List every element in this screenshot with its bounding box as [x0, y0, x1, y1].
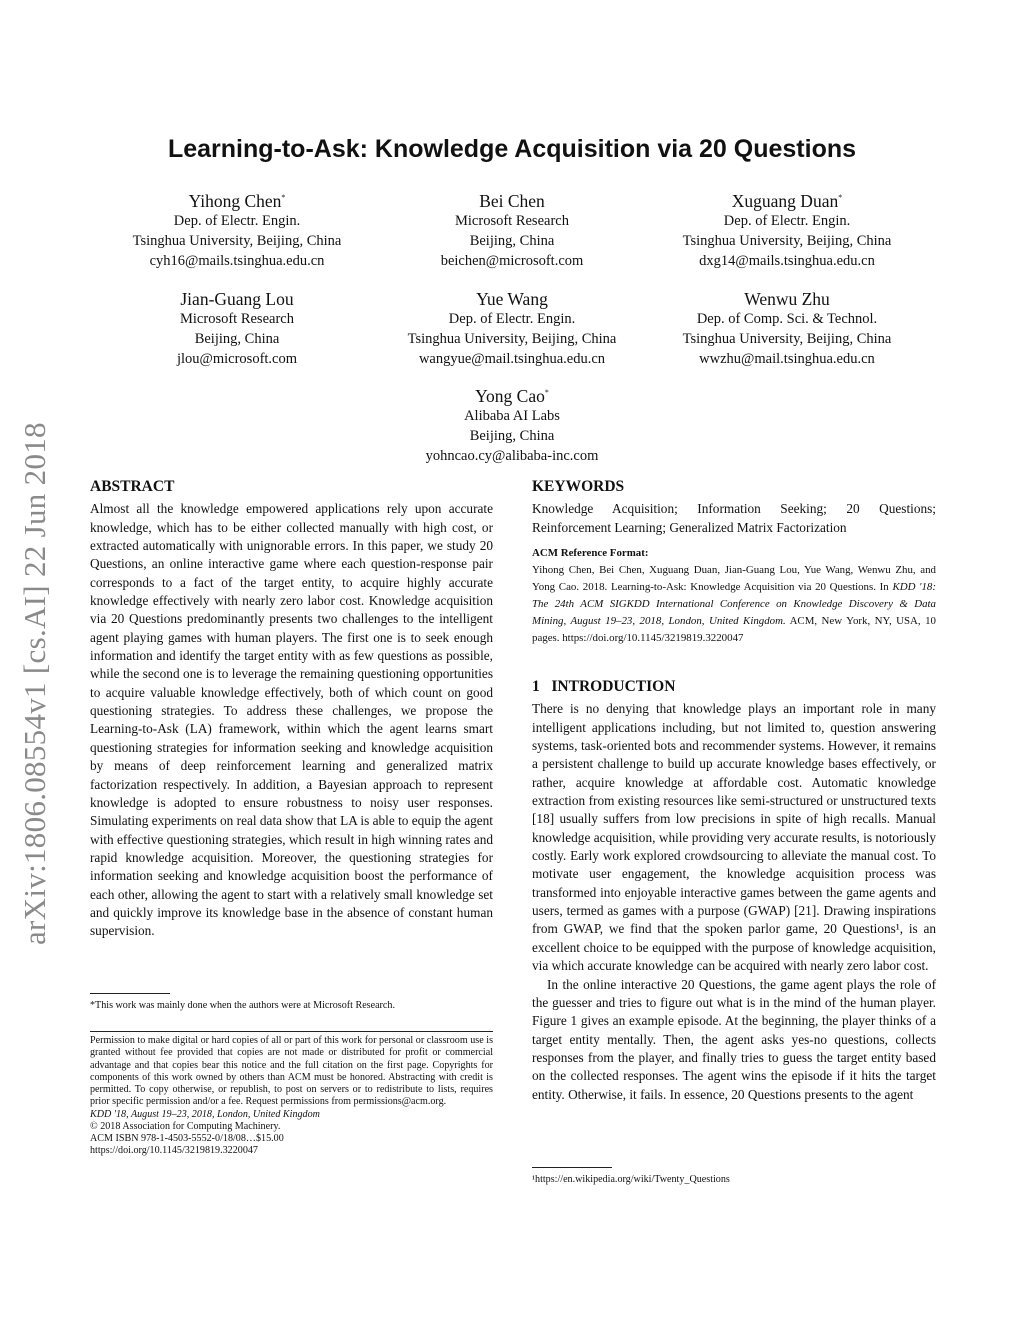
- author-mark: *: [838, 193, 843, 202]
- author-name: [87, 187, 387, 212]
- introduction-heading: 1 INTRODUCTION: [532, 678, 676, 695]
- venue: KDD '18, August 19–23, 2018, London, United Kingdom: [90, 1108, 320, 1120]
- author-block: [637, 285, 937, 370]
- author-affiliation-line: Alibaba AI Labs: [464, 407, 560, 424]
- abstract-text: Almost all the knowledge empowered applications rely upon accurate knowledge, which has to be either collected manually with high cost, or extracted automatically with unignorable errors. In this paper, we study 20 Questions, an online interactive game where each question-response pair corresponds to a fact of the target entity, to acquire highly accurate knowledge effectively with nearly zero labor cost. Knowledge acquisition via 20 Questions predominantly presents two challenges to the intelligent agent playing games with human players. The first one is to seek enough information and identify the target entity with as few questions as possible, while the second one is to leverage the remaining questioning opportunities to acquire valuable knowledge effectively, both of which count on good questioning strategies. To address these challenges, we propose the Learning-to-Ask (LA) framework, within which the agent learns smart questioning strategies for information seeking and knowledge acquisition by means of deep reinforcement learning and generalized matrix factorization respectively. In addition, a Bayesian approach to represent knowledge is adopted to ensure robustness to noisy user responses. Simulating experiments on real data show that LA is able to equip the agent with effective questioning strategies, which result in high winning rates and rapid knowledge acquisition. Moreover, the questioning strategies for information seeking and knowledge acquisition boost the performance of each other, allowing the agent to start with a relatively small knowledge set and quickly improve its knowledge base in the absence of constant human supervision.: [90, 501, 493, 939]
- arxiv-identifier: arXiv:1806.08554v1 [cs.AI] 22 Jun 2018: [17, 422, 52, 945]
- acm-reference-heading: ACM Reference Format:: [532, 547, 649, 559]
- author-affiliation-line: Beijing, China: [469, 233, 555, 250]
- author-affiliation-line: Dep. of Electr. Engin.: [723, 212, 851, 229]
- abstract-section: [90, 478, 493, 941]
- author-block: [87, 187, 387, 272]
- author-name-text: Xuguang Duan: [731, 190, 839, 211]
- doi-link[interactable]: https://doi.org/10.1145/3219819.3220047: [90, 1145, 258, 1157]
- author-affiliation-line[interactable]: wwzhu@mail.tsinghua.edu.cn: [699, 351, 875, 368]
- paper-title: Learning-to-Ask: Knowledge Acquisition via 20 Questions: [167, 135, 857, 163]
- author-affiliation-line[interactable]: yohncao.cy@alibaba-inc.com: [425, 448, 599, 465]
- author-mark: *: [544, 388, 549, 397]
- author-affiliation-line: Tsinghua University, Beijing, China: [682, 331, 892, 348]
- acm-reference: [532, 545, 936, 646]
- author-name-text: Bei Chen: [479, 190, 545, 211]
- footnote-star: *This work was mainly done when the authors were at Microsoft Research.: [90, 1000, 395, 1011]
- author-name: [87, 285, 387, 310]
- author-affiliation-line: Tsinghua University, Beijing, China: [132, 233, 342, 250]
- author-affiliation-line: Tsinghua University, Beijing, China: [407, 331, 617, 348]
- keywords-text: Knowledge Acquisition; Information Seeking; 20 Questions; Reinforcement Learning; Generalized Matrix Factorization: [532, 501, 936, 535]
- author-affiliation-line: Dep. of Electr. Engin.: [448, 310, 576, 327]
- isbn: ACM ISBN 978-1-4503-5552-0/18/08…$15.00: [90, 1133, 284, 1144]
- permission-block: [90, 1035, 493, 1158]
- author-affiliation-line: Beijing, China: [194, 331, 280, 348]
- author-block: [87, 285, 387, 370]
- introduction-paragraph-1: There is no denying that knowledge plays an important role in many intelligent applications including, but not limited to, question answering systems, task-oriented bots and recommender systems. However, it remains a persistent challenge to build up accurate knowledge bases effectively, or rather, acquire knowledge at affordable cost. Automatic knowledge extraction from existing resources like semi-structured or unstructured texts [18] usually suffers from low precisions in spite of high recalls. Manual knowledge acquisition, while providing very accurate results, is notoriously costly. Early work explored crowdsourcing to alleviate the manual cost. To motivate user engagement, the knowledge acquisition process was transformed into enjoyable interactive games between the game agents and users, termed as games with a purpose (GWAP) [21]. Drawing inspirations from GWAP, we find that the spoken parlor game, 20 Questions¹, is an excellent choice to be equipped with the purpose of knowledge acquisition, via which accurate knowledge can be acquired with nearly zero labor cost.: [532, 701, 936, 974]
- acm-reference-tail: ACM, New York, NY, USA, 10 pages. https://doi.org/10.1145/3219819.3220047: [532, 614, 936, 644]
- author-block: [362, 382, 662, 467]
- author-name: [362, 382, 662, 407]
- author-name: [362, 285, 662, 310]
- author-name-text: Jian-Guang Lou: [180, 288, 294, 309]
- author-block: [637, 187, 937, 272]
- introduction-paragraph-2: In the online interactive 20 Questions, the game agent plays the role of the guesser and tries to figure out what is in the mind of the human player. Figure 1 gives an example episode. At the beginning, the player thinks of a target entity mentally. Then, the agent asks yes-no questions, collects responses from the player, and finally tries to guess the target entity based on the collected responses. The agent wins the episode if it hits the target entity. Otherwise, it fails. In essence, 20 Questions presents to the agent: [532, 976, 936, 1102]
- author-name: [362, 187, 662, 212]
- author-affiliation-line: Beijing, China: [469, 428, 555, 445]
- keywords-heading: KEYWORDS: [532, 478, 625, 495]
- acm-reference-text: Yihong Chen, Bei Chen, Xuguang Duan, Jian-Guang Lou, Yue Wang, Wenwu Zhu, and Yong Cao. 2018. Learning-to-Ask: Knowledge Acquisition via 20 Questions. In: [532, 563, 936, 593]
- keywords-section: [532, 478, 936, 537]
- author-affiliation-line: Dep. of Electr. Engin.: [173, 212, 301, 229]
- permission-rule: [90, 1031, 493, 1032]
- author-affiliation-line[interactable]: cyh16@mails.tsinghua.edu.cn: [149, 253, 325, 270]
- abstract-heading: ABSTRACT: [90, 478, 175, 495]
- footnote-rule-right: [532, 1167, 612, 1168]
- author-affiliation-line[interactable]: beichen@microsoft.com: [440, 253, 584, 270]
- author-name-text: Yihong Chen: [188, 190, 282, 211]
- author-name: [637, 187, 937, 212]
- footnote-1: ¹https://en.wikipedia.org/wiki/Twenty_Questions: [532, 1174, 730, 1185]
- author-affiliation-line[interactable]: dxg14@mails.tsinghua.edu.cn: [699, 253, 875, 270]
- author-name: [637, 285, 937, 310]
- author-block: [362, 187, 662, 272]
- author-mark: *: [281, 193, 286, 202]
- author-affiliation-line: Dep. of Comp. Sci. & Technol.: [696, 310, 878, 327]
- permission-text: Permission to make digital or hard copies of all or part of this work for personal or classroom use is granted without fee provided that copies are not made or distributed for profit or commercial advantage and that copies bear this notice and the full citation on the first page. Copyrights for components of this work owned by others than ACM must be honored. Abstracting with credit is permitted. To copy otherwise, or republish, to post on servers or to redistribute to lists, requires prior specific permission and/or a fee. Request permissions from permissions@acm.org.: [90, 1035, 493, 1108]
- author-name-text: Yue Wang: [476, 288, 548, 309]
- author-affiliation-line: Microsoft Research: [180, 310, 294, 327]
- introduction-section: [532, 678, 936, 1104]
- author-affiliation-line[interactable]: jlou@microsoft.com: [176, 351, 298, 368]
- acm-reference-venue: KDD '18: The 24th ACM SIGKDD International Conference on Knowledge Discovery & Data Mining, August 19–23, 2018, London, United Kingdom.: [532, 580, 936, 627]
- author-affiliation-line: Tsinghua University, Beijing, China: [682, 233, 892, 250]
- author-block: [362, 285, 662, 370]
- author-name-text: Wenwu Zhu: [744, 288, 830, 309]
- footnote-rule: [90, 993, 170, 994]
- copyright: © 2018 Association for Computing Machinery.: [90, 1120, 281, 1132]
- author-name-text: Yong Cao: [475, 385, 545, 406]
- author-affiliation-line[interactable]: wangyue@mail.tsinghua.edu.cn: [418, 351, 606, 368]
- author-affiliation-line: Microsoft Research: [455, 212, 569, 229]
